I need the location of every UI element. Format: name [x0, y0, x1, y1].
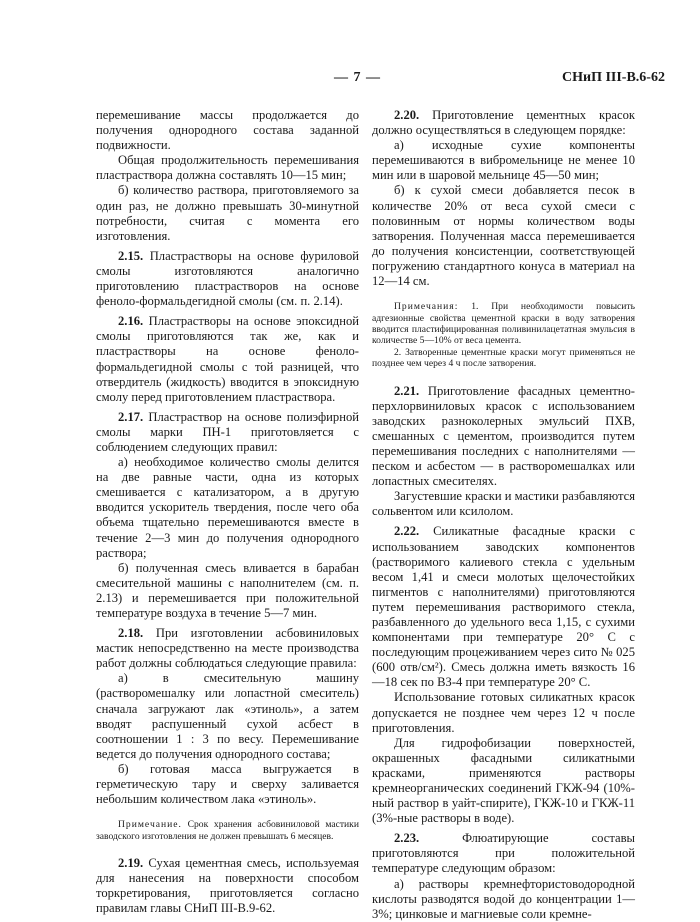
section-number: 2.16.	[118, 314, 144, 329]
section-number: 2.20.	[394, 108, 420, 122]
note-text: 1. При необходимости повысить адгезионные свойства цементной краски в воду затворения вводится пластифицированная поливинилацетатная эмульсия в количестве 5—10% от веса цемента.	[372, 301, 635, 347]
section-text: Флюатирующие составы приготовляются при положительной температуре следующим образом:	[372, 831, 635, 876]
section-number: 2.15.	[118, 248, 144, 263]
section-text: Сухая цементная смесь, используемая для нанесения на поверхности способом торкретирования, приготовляется согласно правилам главы СНиП III-В.9-62.	[96, 856, 359, 916]
section-text: Пластраствор на основе полиэфирной смолы марки ПН-1 приготовляется с соблюдением следующих правил:	[96, 409, 359, 454]
note-text: Срок хранения асбовиниловой мастики заводского изготовления не должен превышать 6 месяцев.	[96, 819, 359, 842]
list-item: а) исходные сухие компоненты перемешиваются в вибромельнице не менее 10 мин или в шаровой мельнице 45—50 мин;	[372, 138, 635, 183]
note	[96, 819, 359, 842]
list-item: б) полученная смесь вливается в барабан смесительной машины с наполнителем (см. п. 2.13) и перемешивается при положительной температуре воздуха в течение 5—7 мин.	[96, 560, 359, 620]
list-item: а) необходимое количество смолы делится на две равные части, одна из которых смешивается с катализатором, а в другую вводится ускоритель твердения, после чего оба объема тщательно перемешиваются вместе в течение 2—3 мин до получения однородного раствора;	[96, 455, 359, 560]
section-text: Силикатные фасадные краски с использованием заводских компонентов (растворимого калиевого стекла с удельным весом 1,41 и смеси молотых щелочестойких пигментов с наполнителями) приготовляются путем перемешивания растворимого стекла, разбавленного до удельного веса 1,15, с сухими компонентами при температуре 20° С с последующим процеживанием через сито № 025 (600 отв/см²). Смесь должна иметь вязкость 16—18 сек по ВЗ-4 при температуре 20° С.	[372, 524, 636, 690]
section-2-21	[372, 384, 635, 490]
document-code: СНиП III-В.6-62	[562, 70, 665, 85]
section-text: Пластрастворы на основе фуриловой смолы изготовляются аналогично приготовлению пластрастворов на основе феноло-формальдегидной смолы (см. п. 2.14).	[96, 248, 359, 309]
paragraph: Загустевшие краски и мастики разбавляются сольвентом или ксилолом.	[372, 489, 635, 519]
page-header	[0, 70, 700, 90]
left-column	[96, 108, 359, 916]
page-number: — 7 —	[334, 70, 381, 85]
list-item: а) растворы кремнефтористоводородной кислоты разводятся водой до концентрации 1—3%; цинковые и магниевые соли кремне-	[372, 876, 635, 921]
paragraph: б) количество раствора, приготовляемого за один раз, не должно превышать 30-минутной потребности, считая с момента его изготовления.	[96, 183, 359, 243]
paragraph: Общая продолжительность перемешивания пластраствора должна составлять 10—15 мин;	[96, 153, 359, 183]
section-2-23	[372, 831, 635, 876]
paragraph: перемешивание массы продолжается до получения однородного состава заданной подвижности.	[96, 108, 359, 153]
list-item: б) готовая масса выгружается в герметическую тару и сверху заливается небольшим количеством лака «этиноль».	[96, 761, 359, 807]
section-number: 2.23.	[394, 831, 420, 846]
paragraph: Для гидрофобизации поверхностей, окрашенных фасадными силикатными красками, применяются растворы кремнеорганических соединений ГКЖ-94 (10%-ный раствор в уайт-спирите), ГКЖ-10 и ГКЖ-11 (3%-ные растворы в воде).	[372, 735, 635, 826]
section-number: 2.18.	[118, 626, 144, 641]
section-2-15	[96, 249, 359, 309]
section-2-20	[372, 108, 635, 138]
right-column	[372, 108, 635, 922]
section-text: Приготовление цементных красок должно осуществляться в следующем порядке:	[372, 108, 635, 138]
note	[372, 301, 635, 347]
list-item: а) в смесительную машину (растворомешалку или лопастной смеситель) сначала загружают лак «этиноль», а затем вводят распушенный сухой асбест в соотношении 1 : 3 по весу. Перемешивание ведется до получения однородного состава;	[96, 671, 359, 761]
section-2-22	[372, 524, 635, 690]
section-number: 2.19.	[118, 856, 144, 871]
section-text: Приготовление фасадных цементно-перхлорвиниловых красок с использованием заводских разноколерных эмульсий ПХВ, смешанных с цементом, производится путем перемешивания последних с наполнителями — песком и асбестом — в растворомешалках или лопастных смесителях.	[372, 383, 635, 489]
section-number: 2.22.	[394, 524, 420, 539]
section-text: Пластрастворы на основе эпоксидной смолы приготовляются так же, как и пластрастворы на основе феноло-формальдегидной смолы с той разницей, что отвердитель (жидкость) вводится в эпоксидную смолу перед приготовлением пластрастворa.	[96, 314, 359, 404]
section-2-16	[96, 314, 359, 405]
list-item: б) к сухой смеси добавляется песок в количестве 20% от веса сухой смеси с половинным от нормы количеством воды затворения. Полученная масса перемешивается до получения консистенции, соответствующей погружению стандартного конуса в материал на 12—14 см.	[372, 183, 635, 289]
section-number: 2.17.	[118, 409, 144, 424]
section-2-19	[96, 856, 359, 916]
section-number: 2.21.	[394, 383, 420, 398]
section-text: При изготовлении асбовиниловых мастик непосредственно на месте производства работ должны соблюдаться следующие правила:	[96, 626, 360, 671]
section-2-18	[96, 626, 359, 671]
note-label: Примечания:	[394, 301, 459, 313]
section-2-17	[96, 410, 359, 455]
note: 2. Затворенные цементные краски могут применяться не позднее чем через 4 ч после затворения.	[372, 346, 635, 370]
paragraph: Использование готовых силикатных красок допускается не позднее чем через 12 ч после приготовления.	[372, 690, 635, 735]
note-label: Примечание.	[118, 819, 182, 831]
